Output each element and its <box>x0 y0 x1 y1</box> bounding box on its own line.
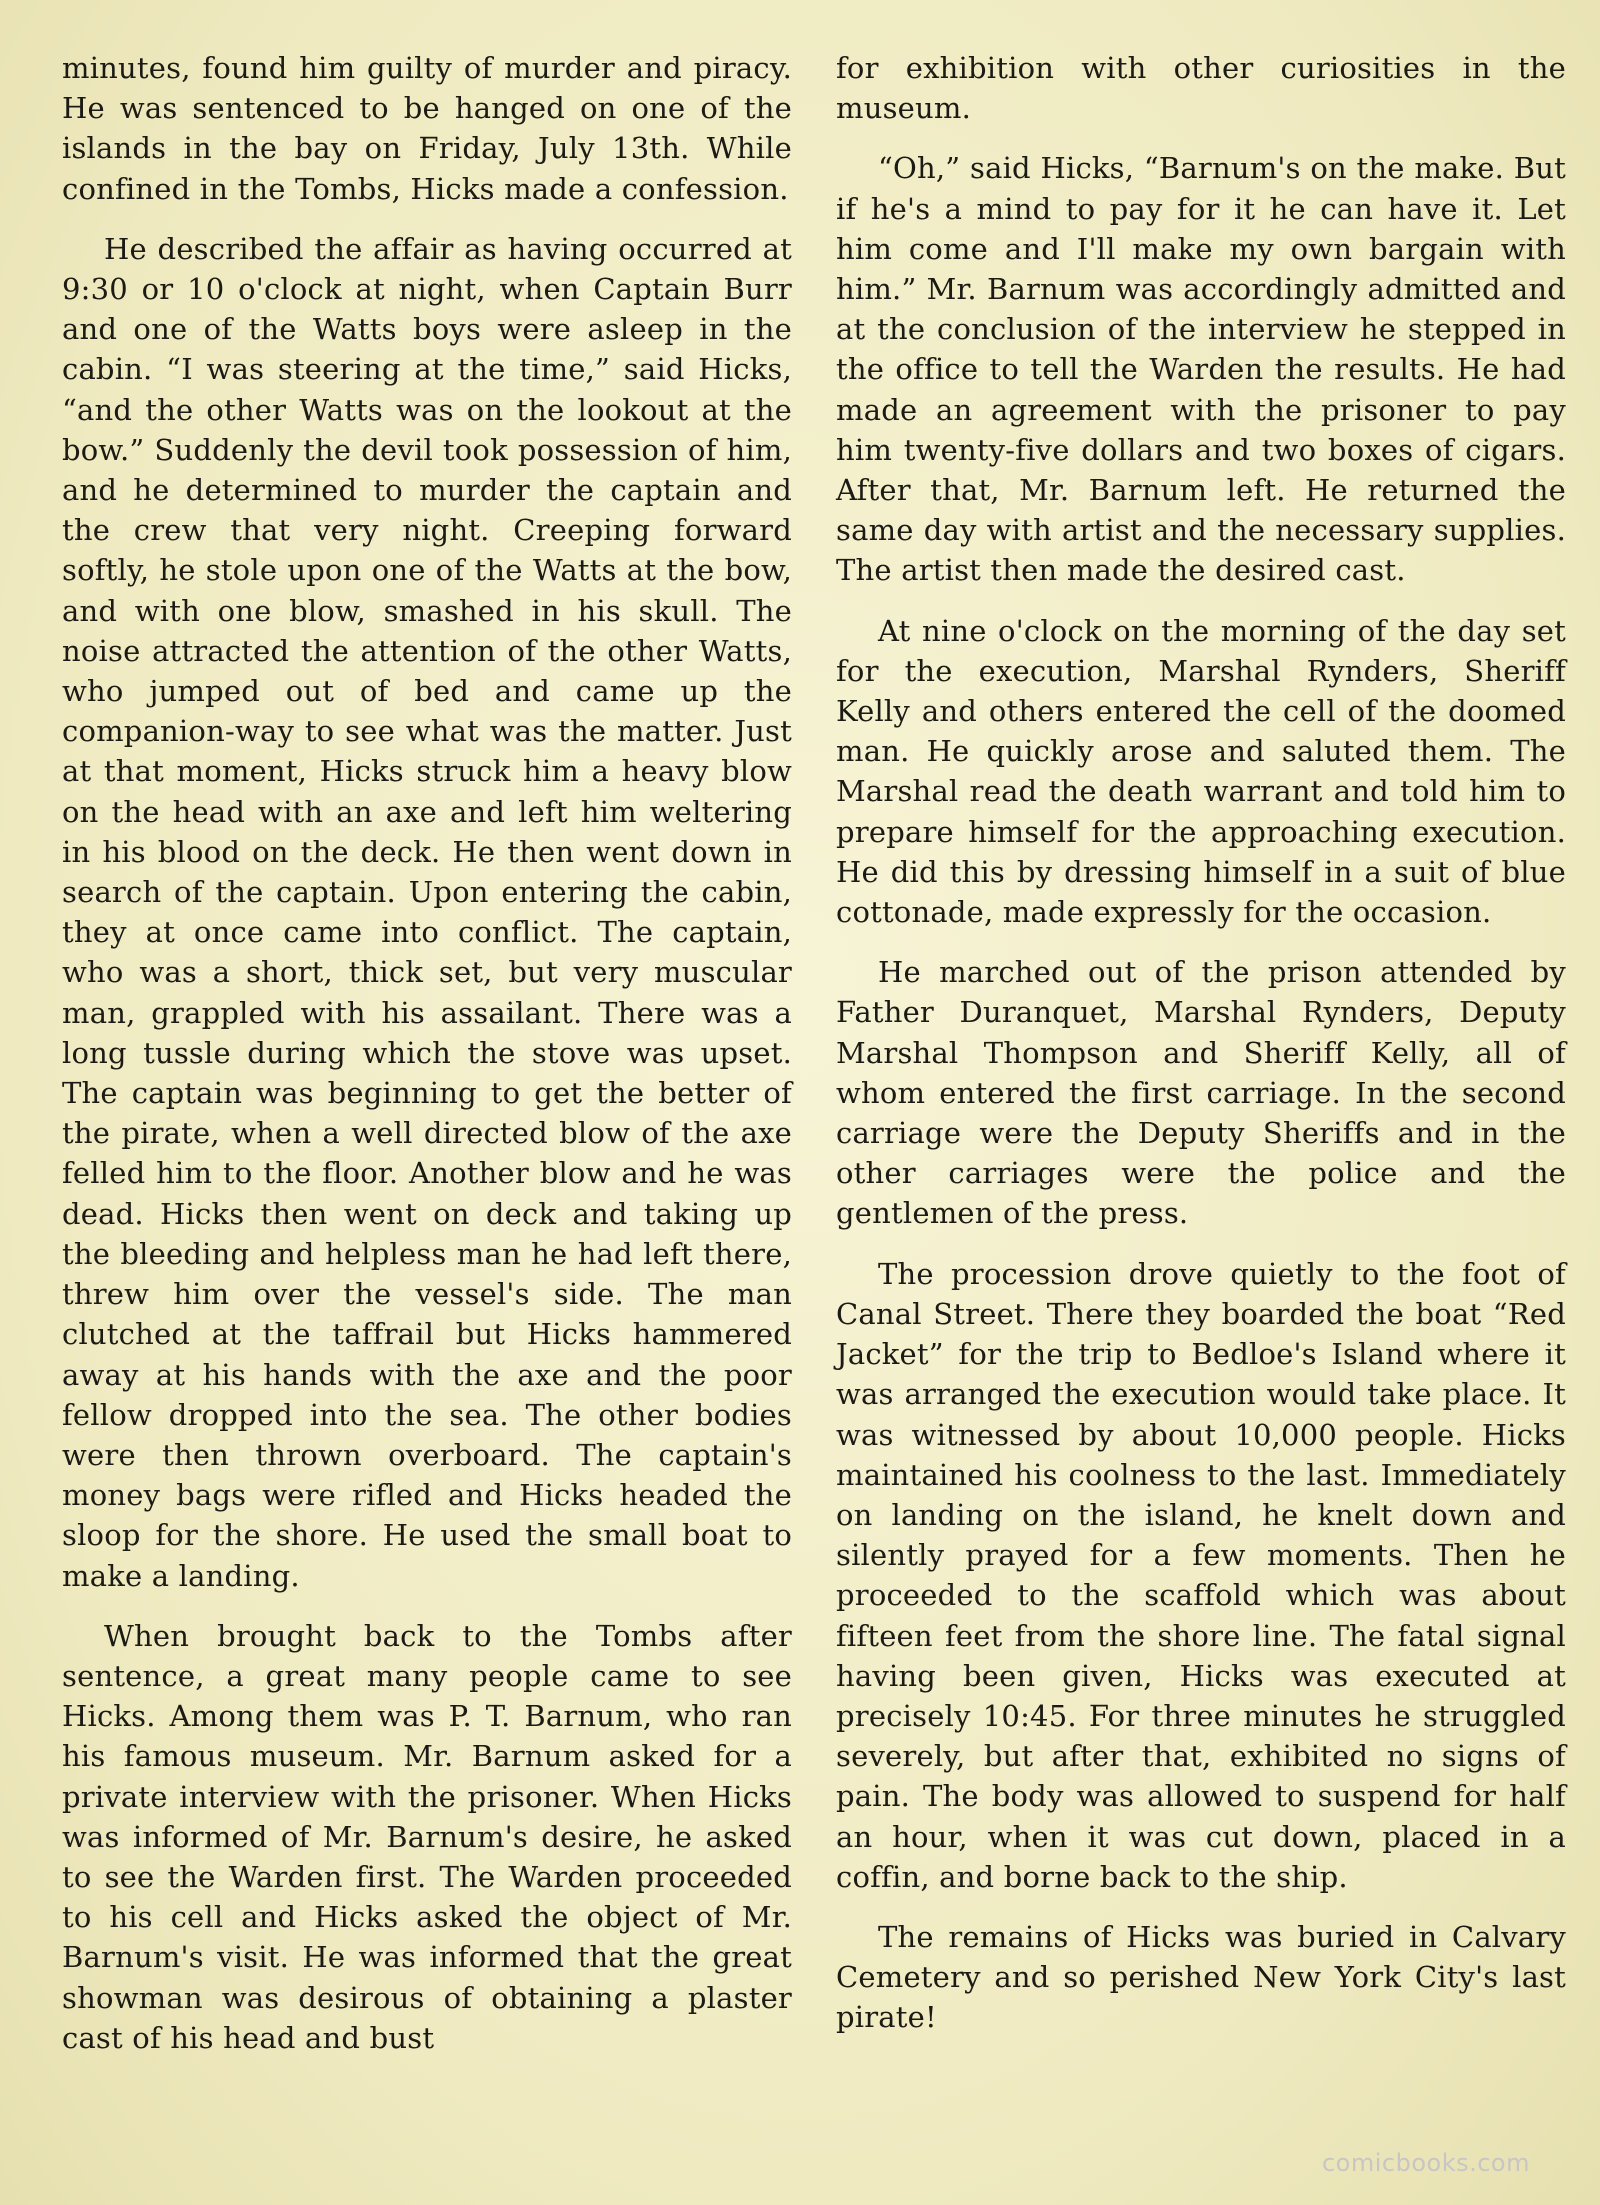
site-watermark: comicbooks.com <box>1321 2149 1530 2177</box>
paragraph: The remains of Hicks was buried in Calvary Cemetery and so perished New York City's last pirate! <box>836 1919 1566 2035</box>
paragraph: When brought back to the Tombs after sentence, a great many people came to see Hicks. Among them was P. T. Barnum, who ran his famous museum. Mr. Barnum asked for a private interview with the prisoner. When Hicks was informed of Mr. Barnum's desire, he asked to see the Warden first. The Warden proceeded to his cell and Hicks asked the object of Mr. Barnum's visit. He was informed that the great showman was desirous of obtaining a plaster cast of his head and bust <box>62 1618 792 2055</box>
paragraph: At nine o'clock on the morning of the day set for the execution, Marshal Rynders, Sheriff Kelly and others entered the cell of the doomed man. He quickly arose and saluted them. The Marshal read the death warrant and told him to prepare himself for the approaching execution. He did this by dressing himself in a suit of blue cottonade, made expressly for the occasion. <box>836 613 1566 930</box>
paragraph: for exhibition with other curiosities in the museum. <box>836 51 1566 126</box>
right-column <box>836 48 1566 2058</box>
paragraph: minutes, found him guilty of murder and piracy. He was sentenced to be hanged on one of the islands in the bay on Friday, July 13th. While confined in the Tombs, Hicks made a confession. <box>62 51 792 206</box>
paragraph: “Oh,” said Hicks, “Barnum's on the make. But if he's a mind to pay for it he can have it. Let him come and I'll make my own bargain with him.” Mr. Barnum was accordingly admitted and at the conclusion of the interview he stepped in the office to tell the Warden the results. He had made an agreement with the prisoner to pay him twenty-five dollars and two boxes of cigars. After that, Mr. Barnum left. He returned the same day with artist and the necessary supplies. The artist then made the desired cast. <box>836 151 1566 588</box>
paragraph: The procession drove quietly to the foot of Canal Street. There they boarded the boat “Red Jacket” for the trip to Bedloe's Island where it was arranged the execution would take place. It was witnessed by about 10,000 people. Hicks maintained his coolness to the last. Immediately on landing on the island, he knelt down and silently prayed for a few moments. Then he proceeded to the scaffold which was about fifteen feet from the shore line. The fatal signal having been given, Hicks was executed at precisely 10:45. For three minutes he struggled severely, but after that, exhibited no signs of pain. The body was allowed to suspend for half an hour, when it was cut down, placed in a coffin, and borne back to the ship. <box>836 1256 1566 1894</box>
paragraph: He described the affair as having occurred at 9:30 or 10 o'clock at night, when Captain Burr and one of the Watts boys were asleep in the cabin. “I was steering at the time,” said Hicks, “and the other Watts was on the lookout at the bow.” Suddenly the devil took possession of him, and he determined to murder the captain and the crew that very night. Creeping forward softly, he stole upon one of the Watts at the bow, and with one blow, smashed in his skull. The noise attracted the attention of the other Watts, who jumped out of bed and came up the companion-way to see what was the matter. Just at that moment, Hicks struck him a heavy blow on the head with an axe and left him weltering in his blood on the deck. He then went down in search of the captain. Upon entering the cabin, they at once came into conflict. The captain, who was a short, thick set, but very muscular man, grappled with his assailant. There was a long tussle during which the stove was upset. The captain was beginning to get the better of the pirate, when a well directed blow of the axe felled him to the floor. Another blow and he was dead. Hicks then went on deck and taking up the bleeding and helpless man he had left there, threw him over the vessel's side. The man clutched at the taffrail but Hicks hammered away at his hands with the axe and the poor fellow dropped into the sea. The other bodies were then thrown overboard. The captain's money bags were rifled and Hicks headed the sloop for the shore. He used the small boat to make a landing. <box>62 231 792 1593</box>
left-column <box>62 48 792 2078</box>
paragraph: He marched out of the prison attended by Father Duranquet, Marshal Rynders, Deputy Marshal Thompson and Sheriff Kelly, all of whom entered the first carriage. In the second carriage were the Deputy Sheriffs and in the other carriages were the police and the gentlemen of the press. <box>836 955 1566 1231</box>
